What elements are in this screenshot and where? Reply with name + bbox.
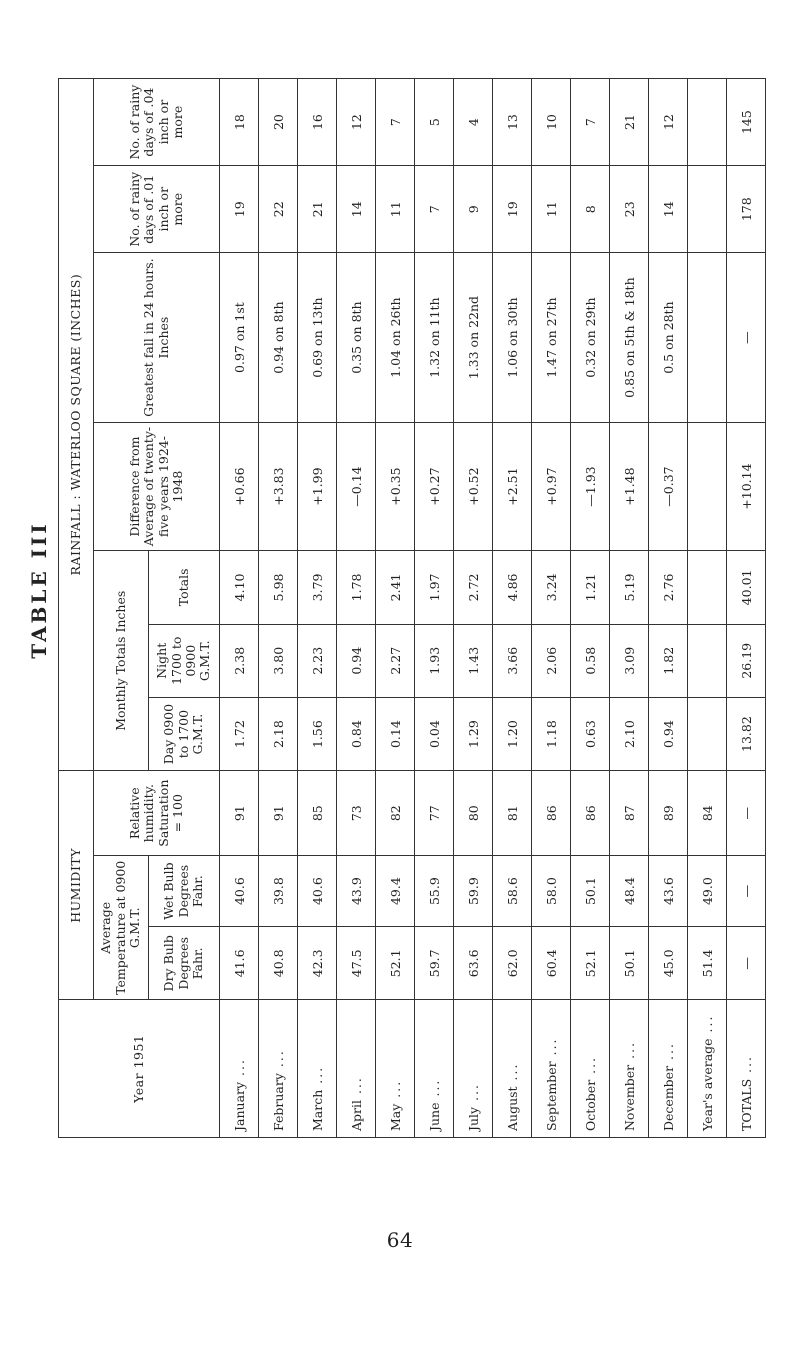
table-row (610, 79, 649, 1138)
wet-bulb-cell: 49.4 (376, 856, 415, 927)
table-row (571, 79, 610, 1138)
monthly-total-cell: 1.21 (571, 551, 610, 624)
avg-temp-header: Average Temperature at 0900 G.M.T. (94, 856, 149, 1000)
rainy-days-01-cell: 22 (259, 166, 298, 253)
wet-bulb-header: Wet Bulb Degrees Fahr. (149, 856, 220, 927)
greatest-fall-cell: 1.04 on 26th (376, 253, 415, 423)
humidity-group-header: HUMIDITY (59, 771, 94, 1000)
leader-dots: ... (309, 1065, 325, 1090)
wet-bulb-cell: 58.6 (493, 856, 532, 927)
table-row (298, 79, 337, 1138)
table-row (493, 79, 532, 1138)
table-row (688, 79, 727, 1138)
night-total-cell: 0.94 (337, 624, 376, 697)
wet-bulb-cell: 48.4 (610, 856, 649, 927)
weather-table (58, 78, 766, 1138)
leader-dots: ... (387, 1079, 403, 1104)
difference-header: Difference from Average of twenty-five years 1924-1948 (94, 422, 220, 550)
header-sub-row (94, 79, 149, 1138)
day-total-cell: 0.04 (415, 697, 454, 770)
night-total-cell: 0.58 (571, 624, 610, 697)
monthly-total-cell: 4.10 (220, 551, 259, 624)
rainy-days-04-cell: 13 (493, 79, 532, 166)
table-row (337, 79, 376, 1138)
month-cell (259, 1000, 298, 1138)
dry-bulb-cell: 59.7 (415, 927, 454, 1000)
monthly-total-cell: 1.78 (337, 551, 376, 624)
day-total-cell: 0.84 (337, 697, 376, 770)
rainy-days-01-cell: 7 (415, 166, 454, 253)
month-cell (454, 1000, 493, 1138)
leader-dots: ... (621, 1040, 637, 1065)
rainy-days-04-cell: 12 (649, 79, 688, 166)
rainy-days-04-cell: 7 (376, 79, 415, 166)
wet-bulb-cell: 43.6 (649, 856, 688, 927)
leader-dots: ... (504, 1062, 520, 1087)
table-row (532, 79, 571, 1138)
wet-bulb-cell: 43.9 (337, 856, 376, 927)
table-row (415, 79, 454, 1138)
monthly-total-cell: 40.01 (727, 551, 766, 624)
greatest-fall-header: Greatest fall in 24 hours. Inches (94, 253, 220, 423)
table-row (259, 79, 298, 1138)
leader-dots: ... (738, 1054, 754, 1079)
dry-bulb-cell: 45.0 (649, 927, 688, 1000)
month-cell (376, 1000, 415, 1138)
humidity-cell: 91 (220, 771, 259, 856)
month-cell (571, 1000, 610, 1138)
month-cell (298, 1000, 337, 1138)
humidity-cell: 85 (298, 771, 337, 856)
difference-cell: —1.93 (571, 422, 610, 550)
night-total-cell: 3.80 (259, 624, 298, 697)
day-header: Day 0900 to 1700 G.M.T. (149, 697, 220, 770)
difference-cell: +0.52 (454, 422, 493, 550)
month-cell (220, 1000, 259, 1138)
dry-bulb-cell: 50.1 (610, 927, 649, 1000)
humidity-cell: 81 (493, 771, 532, 856)
greatest-fall-cell: 0.85 on 5th & 18th (610, 253, 649, 423)
monthly-total-cell: 3.24 (532, 551, 571, 624)
greatest-fall-cell: 0.94 on 8th (259, 253, 298, 423)
rainy-days-01-cell: 23 (610, 166, 649, 253)
night-total-cell: 2.38 (220, 624, 259, 697)
monthly-total-cell: 1.97 (415, 551, 454, 624)
night-total-cell: 1.43 (454, 624, 493, 697)
night-total-cell: 1.93 (415, 624, 454, 697)
greatest-fall-cell: — (727, 253, 766, 423)
day-total-cell: 1.18 (532, 697, 571, 770)
difference-cell: +0.35 (376, 422, 415, 550)
dry-bulb-cell: 41.6 (220, 927, 259, 1000)
wet-bulb-cell: 55.9 (415, 856, 454, 927)
monthly-total-cell: 5.19 (610, 551, 649, 624)
humidity-cell: 82 (376, 771, 415, 856)
leader-dots: ... (231, 1058, 247, 1082)
wet-bulb-cell: — (727, 856, 766, 927)
rainy-days-01-cell (688, 166, 727, 253)
month-cell (415, 1000, 454, 1138)
month-label: October (582, 1079, 598, 1131)
greatest-fall-cell (688, 253, 727, 423)
day-total-cell: 1.29 (454, 697, 493, 770)
rainy-days-01-cell: 14 (649, 166, 688, 253)
table-row (454, 79, 493, 1138)
leader-dots: ... (660, 1042, 676, 1066)
difference-cell: +1.48 (610, 422, 649, 550)
dry-bulb-cell: 52.1 (376, 927, 415, 1000)
humidity-cell: 86 (532, 771, 571, 856)
wet-bulb-cell: 50.1 (571, 856, 610, 927)
difference-cell: +0.27 (415, 422, 454, 550)
rainy-days-04-cell: 12 (337, 79, 376, 166)
humidity-cell: 84 (688, 771, 727, 856)
month-cell (727, 1000, 766, 1138)
day-total-cell: 1.20 (493, 697, 532, 770)
month-label: March (309, 1089, 325, 1131)
table-row (727, 79, 766, 1138)
month-cell (688, 1000, 727, 1138)
month-cell (610, 1000, 649, 1138)
leader-dots: ... (426, 1078, 442, 1103)
night-total-cell: 2.23 (298, 624, 337, 697)
month-label: June (426, 1102, 442, 1131)
dry-bulb-cell: 40.8 (259, 927, 298, 1000)
month-label: February (270, 1073, 286, 1131)
month-label: August (504, 1086, 520, 1131)
greatest-fall-cell: 0.32 on 29th (571, 253, 610, 423)
dry-bulb-cell: 60.4 (532, 927, 571, 1000)
humidity-cell: 80 (454, 771, 493, 856)
difference-cell: +0.97 (532, 422, 571, 550)
greatest-fall-cell: 1.47 on 27th (532, 253, 571, 423)
humidity-cell: 91 (259, 771, 298, 856)
rainy-days-01-cell: 11 (376, 166, 415, 253)
humidity-header: Relative humidity. Saturation = 100 (94, 771, 220, 856)
difference-cell: +1.99 (298, 422, 337, 550)
rainy-days-04-cell: 145 (727, 79, 766, 166)
leader-dots: ... (582, 1055, 598, 1080)
dry-bulb-cell: 51.4 (688, 927, 727, 1000)
month-label: July (465, 1106, 481, 1131)
rainy-days-04-cell: 16 (298, 79, 337, 166)
greatest-fall-cell: 0.5 on 28th (649, 253, 688, 423)
month-cell (649, 1000, 688, 1138)
humidity-cell: 73 (337, 771, 376, 856)
rainy-days-04-cell: 5 (415, 79, 454, 166)
night-total-cell (688, 624, 727, 697)
monthly-total-cell: 2.72 (454, 551, 493, 624)
difference-cell: +3.83 (259, 422, 298, 550)
difference-cell: —0.37 (649, 422, 688, 550)
wet-bulb-cell: 40.6 (298, 856, 337, 927)
monthly-total-cell: 2.41 (376, 551, 415, 624)
rainy-days-04-cell: 7 (571, 79, 610, 166)
greatest-fall-cell: 0.69 on 13th (298, 253, 337, 423)
day-total-cell: 1.72 (220, 697, 259, 770)
day-total-cell: 2.18 (259, 697, 298, 770)
night-header: Night 1700 to 0900 G.M.T. (149, 624, 220, 697)
rainy-days-01-cell: 19 (493, 166, 532, 253)
day-total-cell (688, 697, 727, 770)
rotated-table-page (20, 10, 790, 1170)
leader-dots: ... (270, 1049, 286, 1074)
humidity-cell: 87 (610, 771, 649, 856)
day-total-cell: 2.10 (610, 697, 649, 770)
rainy-days-01-cell: 178 (727, 166, 766, 253)
rainy-days-01-cell: 8 (571, 166, 610, 253)
header-group-row (59, 79, 94, 1138)
table-row (376, 79, 415, 1138)
humidity-cell: 86 (571, 771, 610, 856)
difference-cell (688, 422, 727, 550)
humidity-cell: 77 (415, 771, 454, 856)
month-cell (337, 1000, 376, 1138)
greatest-fall-cell: 0.97 on 1st (220, 253, 259, 423)
day-total-cell: 0.14 (376, 697, 415, 770)
leader-dots: ... (699, 1014, 715, 1039)
month-label: January (231, 1081, 247, 1131)
dry-bulb-cell: 52.1 (571, 927, 610, 1000)
month-label: TOTALS (738, 1078, 754, 1131)
day-total-cell: 0.94 (649, 697, 688, 770)
difference-cell: +2.51 (493, 422, 532, 550)
humidity-cell: 89 (649, 771, 688, 856)
rainy-days-01-cell: 19 (220, 166, 259, 253)
rainy-days-01-cell: 9 (454, 166, 493, 253)
rainfall-group-header: RAINFALL : WATERLOO SQUARE (INCHES) (59, 79, 94, 771)
month-label: December (660, 1065, 676, 1131)
night-total-cell: 1.82 (649, 624, 688, 697)
difference-cell: +0.66 (220, 422, 259, 550)
table-row (220, 79, 259, 1138)
monthly-total-cell: 2.76 (649, 551, 688, 624)
rainy-days-01-header: No. of rainy days of .01 inch or more (94, 166, 220, 253)
dry-bulb-cell: 63.6 (454, 927, 493, 1000)
night-total-cell: 2.06 (532, 624, 571, 697)
monthly-total-cell (688, 551, 727, 624)
dry-bulb-cell: 47.5 (337, 927, 376, 1000)
wet-bulb-cell: 40.6 (220, 856, 259, 927)
month-label: November (621, 1064, 637, 1131)
humidity-cell: — (727, 771, 766, 856)
table-body (220, 79, 766, 1138)
greatest-fall-cell: 1.06 on 30th (493, 253, 532, 423)
totals-header: Totals (149, 551, 220, 624)
monthly-total-cell: 5.98 (259, 551, 298, 624)
month-label: April (348, 1100, 364, 1131)
month-label: May (387, 1103, 403, 1131)
greatest-fall-cell: 1.33 on 22nd (454, 253, 493, 423)
wet-bulb-cell: 49.0 (688, 856, 727, 927)
wet-bulb-cell: 59.9 (454, 856, 493, 927)
difference-cell: +10.14 (727, 422, 766, 550)
greatest-fall-cell: 0.35 on 8th (337, 253, 376, 423)
rainy-days-04-cell: 20 (259, 79, 298, 166)
dry-bulb-cell: 62.0 (493, 927, 532, 1000)
monthly-total-cell: 4.86 (493, 551, 532, 624)
day-total-cell: 1.56 (298, 697, 337, 770)
table-title: TABLE III (27, 521, 51, 659)
rainy-days-04-cell: 10 (532, 79, 571, 166)
month-cell (493, 1000, 532, 1138)
dry-bulb-cell: — (727, 927, 766, 1000)
rainy-days-04-cell (688, 79, 727, 166)
difference-cell: —0.14 (337, 422, 376, 550)
month-cell (532, 1000, 571, 1138)
wet-bulb-cell: 39.8 (259, 856, 298, 927)
monthly-total-cell: 3.79 (298, 551, 337, 624)
dry-bulb-header: Dry Bulb Degrees Fahr. (149, 927, 220, 1000)
rainy-days-01-cell: 11 (532, 166, 571, 253)
monthly-totals-header: Monthly Totals Inches (94, 551, 149, 771)
night-total-cell: 2.27 (376, 624, 415, 697)
greatest-fall-cell: 1.32 on 11th (415, 253, 454, 423)
rainy-days-04-cell: 21 (610, 79, 649, 166)
day-total-cell: 0.63 (571, 697, 610, 770)
month-label: September (543, 1061, 559, 1131)
rainy-days-04-cell: 18 (220, 79, 259, 166)
night-total-cell: 26.19 (727, 624, 766, 697)
dry-bulb-cell: 42.3 (298, 927, 337, 1000)
table-row (649, 79, 688, 1138)
rainy-days-01-cell: 21 (298, 166, 337, 253)
rainy-days-01-cell: 14 (337, 166, 376, 253)
night-total-cell: 3.66 (493, 624, 532, 697)
night-total-cell: 3.09 (610, 624, 649, 697)
year-header: Year 1951 (59, 1000, 220, 1138)
leader-dots: ... (543, 1037, 559, 1062)
leader-dots: ... (348, 1076, 364, 1100)
leader-dots: ... (465, 1082, 481, 1107)
page-number: 64 (386, 1228, 414, 1252)
rainy-days-04-cell: 4 (454, 79, 493, 166)
month-label: Year's average (699, 1038, 715, 1131)
day-total-cell: 13.82 (727, 697, 766, 770)
wet-bulb-cell: 58.0 (532, 856, 571, 927)
rainy-days-04-header: No. of rainy days of .04 inch or more (94, 79, 220, 166)
